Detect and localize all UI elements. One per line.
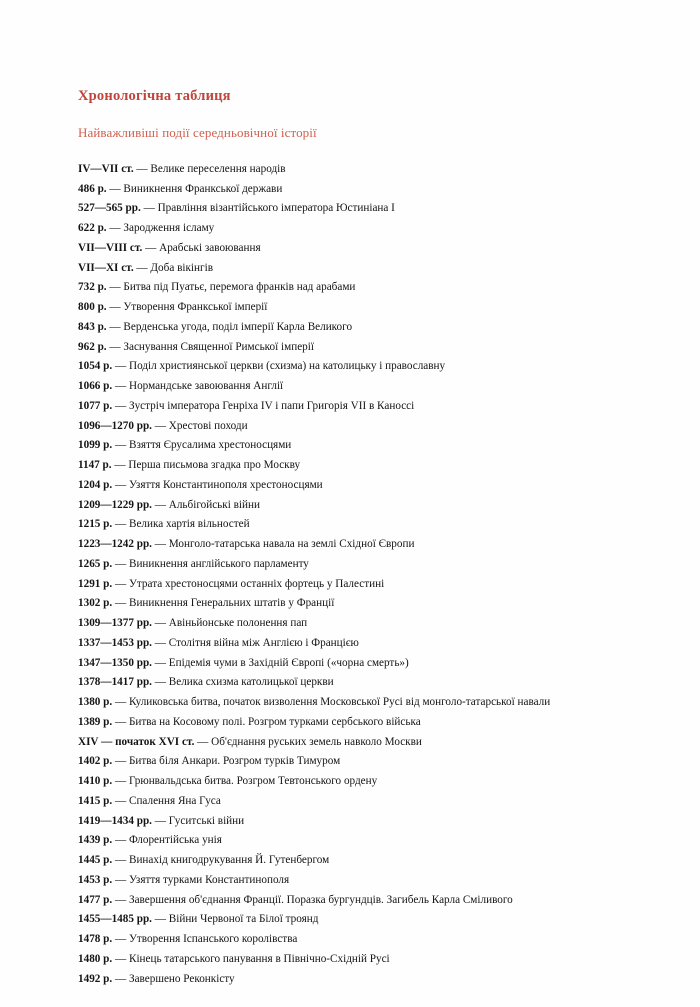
chronology-entry-text: Узяття турками Константинополя [128, 873, 290, 886]
chronology-entry-separator: — [112, 696, 129, 709]
chronology-entry [78, 934, 668, 945]
chronology-entry-text: Доба вікінгів [150, 261, 213, 274]
chronology-entry [78, 895, 668, 906]
chronology-entry-date: 1380 р. [78, 696, 113, 709]
chronology-entry-text: Епідемія чуми в Західній Європі («чорна смерть») [168, 656, 409, 669]
chronology-entry-separator: — [112, 933, 129, 946]
chronology-entry [78, 381, 668, 392]
chronology-entry [78, 816, 668, 827]
chronology-entry-date: 1054 р. [78, 360, 113, 373]
chronology-entry-separator: — [151, 617, 169, 630]
chronology-entry [78, 203, 668, 214]
chronology-entry-separator: — [151, 676, 169, 689]
chronology-entry [78, 480, 668, 491]
chronology-entry-text: Грюнвальдська битва. Розгром Тевтонського ордену [128, 775, 378, 788]
chronology-entry-text: Узяття Константинополя хрестоносцями [128, 478, 323, 491]
chronology-entry-date: 527—565 рр. [78, 202, 141, 215]
chronology-entry-date: 1099 р. [78, 439, 113, 452]
chronology-entry [78, 519, 668, 530]
chronology-entry-separator: — [112, 972, 129, 985]
chronology-entry-text: Хрестові походи [168, 419, 248, 432]
chronology-entry [78, 875, 668, 886]
chronology-entry-date: 1402 р. [78, 755, 113, 768]
chronology-entry [78, 263, 668, 274]
chronology-entry-date: 1439 р. [78, 834, 113, 847]
chronology-entry [78, 756, 668, 767]
chronology-entry-date: 622 р. [78, 222, 107, 235]
chronology-entry-separator: — [112, 518, 129, 531]
chronology-entry-text: Об'єднання руських земель навколо Москви [211, 735, 422, 748]
chronology-entry-date: 1309—1377 рр. [78, 617, 152, 630]
chronology-entry-text: Арабські завоювання [159, 241, 261, 254]
document-content [78, 88, 668, 993]
chronology-entry-date: 1302 р. [78, 597, 113, 610]
chronology-entry-date: 1337—1453 рр. [78, 636, 152, 649]
chronology-entry-text: Заснування Священної Римської імперії [123, 340, 314, 353]
chronology-entry-separator: — [106, 281, 124, 294]
chronology-entry [78, 302, 668, 313]
chronology-entry-separator: — [111, 459, 129, 472]
chronology-entry-separator: — [133, 261, 151, 274]
chronology-entry-date: 1204 р. [78, 478, 113, 491]
chronology-entry-separator: — [140, 202, 158, 215]
chronology-entry-text: Поділ християнської церкви (схизма) на католицьку і православну [128, 360, 446, 373]
chronology-entry [78, 737, 668, 748]
chronology-entry-text: Правління візантійського імператора Юстиніана I [157, 202, 395, 215]
chronology-entry [78, 539, 668, 550]
chronology-entry [78, 954, 668, 965]
chronology-entry-text: Битва під Пуатьє, перемога франків над арабами [123, 281, 356, 294]
chronology-entry-separator: — [112, 715, 129, 728]
chronology-entry-date: 1478 р. [78, 933, 113, 946]
chronology-entry-date: 962 р. [78, 340, 107, 353]
chronology-entry-text: Гуситські війни [168, 814, 245, 827]
chronology-entry [78, 460, 668, 471]
chronology-entry-date: 1209—1229 рр. [78, 498, 152, 511]
chronology-entry [78, 342, 668, 353]
chronology-entry-text: Зародження ісламу [123, 222, 215, 235]
chronology-entry-date: 732 р. [78, 281, 107, 294]
chronology-entry-text: Взяття Єрусалима хрестоносцями [128, 439, 292, 452]
chronology-entry-date: 1410 р. [78, 775, 113, 788]
chronology-entry-date: 1480 р. [78, 952, 113, 965]
chronology-entry-separator: — [151, 419, 169, 432]
chronology-entry-separator: — [106, 320, 124, 333]
chronology-entry-separator: — [194, 735, 212, 748]
chronology-entry [78, 598, 668, 609]
chronology-entry-text: Столітня війна між Англією і Францією [168, 636, 359, 649]
chronology-entry-text: Куликовська битва, початок визволення Московської Русі від монголо-татарської навали [128, 696, 551, 709]
chronology-entry [78, 677, 668, 688]
chronology-entry-separator: — [112, 893, 129, 906]
chronology-entry-date: 1077 р. [78, 399, 113, 412]
chronology-entry-separator: — [112, 577, 129, 590]
chronology-entry [78, 421, 668, 432]
chronology-entry-text: Флорентійська унія [128, 834, 222, 847]
chronology-entry-text: Битва біля Анкари. Розгром турків Тимуром [128, 755, 341, 768]
chronology-entry-date: 1096—1270 рр. [78, 419, 152, 432]
chronology-entry-date: 1455—1485 рр. [78, 913, 152, 926]
chronology-entry-separator: — [112, 775, 129, 788]
chronology-entry-date: 1291 р. [78, 577, 113, 590]
chronology-entry-separator: — [133, 162, 151, 175]
chronology-entry [78, 835, 668, 846]
chronology-entry [78, 164, 668, 175]
chronology-entry-separator: — [112, 952, 129, 965]
chronology-entry-date: 1389 р. [78, 715, 113, 728]
chronology-entry-separator: — [151, 814, 169, 827]
chronology-entry-text: Винахід книгодрукування Й. Гутенбергом [128, 854, 330, 867]
chronology-entry-date: VII—VIII ст. [78, 241, 143, 254]
chronology-entry-text: Битва на Косовому полі. Розгром турками сербського війська [128, 715, 421, 728]
chronology-entry-date: 1215 р. [78, 518, 113, 531]
chronology-entry [78, 717, 668, 728]
chronology-entry-separator: — [112, 854, 129, 867]
chronology-entry-separator: — [151, 498, 169, 511]
chronology-entry [78, 579, 668, 590]
chronology-entry-separator: — [106, 182, 124, 195]
chronology-entry-text: Велика хартія вільностей [128, 518, 250, 531]
chronology-entry [78, 855, 668, 866]
chronology-entry-text: Утворення Іспанського королівства [128, 933, 298, 946]
chronology-entry [78, 559, 668, 570]
chronology-entry-separator: — [112, 380, 129, 393]
page-title: Хронологічна таблиця [78, 88, 231, 104]
chronology-entry [78, 697, 668, 708]
chronology-entry-separator: — [106, 340, 124, 353]
chronology-entry-separator: — [112, 360, 129, 373]
chronology-entry-separator: — [112, 834, 129, 847]
chronology-entry-text: Війни Червоної та Білої троянд [168, 913, 319, 926]
chronology-entry-text: Нормандське завоювання Англії [128, 380, 284, 393]
chronology-entry-date: 1453 р. [78, 873, 113, 886]
chronology-entry [78, 500, 668, 511]
chronology-entry-date: 486 р. [78, 182, 107, 195]
chronology-entry [78, 322, 668, 333]
chronology-entry-date: 1147 р. [78, 459, 112, 472]
chronology-entry-separator: — [106, 301, 124, 314]
chronology-entry [78, 638, 668, 649]
chronology-entry-text: Верденська угода, поділ імперії Карла Великого [123, 320, 353, 333]
chronology-entry-separator: — [112, 439, 129, 452]
chronology-entry-date: 1415 р. [78, 794, 113, 807]
chronology-entry [78, 223, 668, 234]
chronology-entry-separator: — [151, 636, 169, 649]
chronology-entry-date: XIV — початок XVI ст. [78, 735, 195, 748]
chronology-entry [78, 914, 668, 925]
chronology-entry [78, 440, 668, 451]
chronology-entry-text: Виникнення англійського парламенту [128, 557, 309, 570]
chronology-entry-date: 1378—1417 рр. [78, 676, 152, 689]
chronology-entry [78, 243, 668, 254]
chronology-entry-text: Спалення Яна Гуса [128, 794, 221, 807]
chronology-entry-text: Утрата хрестоносцями останніх фортець у Палестині [128, 577, 385, 590]
chronology-entry-separator: — [112, 755, 129, 768]
chronology-entry [78, 776, 668, 787]
chronology-entry [78, 658, 668, 669]
chronology-entry-date: IV—VII ст. [78, 162, 134, 175]
chronology-entry-text: Перша письмова згадка про Москву [128, 459, 301, 472]
chronology-entry-text: Виникнення Генеральних штатів у Франції [128, 597, 335, 610]
chronology-entry-text: Велика схизма католицької церкви [168, 676, 334, 689]
chronology-list [78, 164, 668, 985]
chronology-entry-text: Утворення Франкської імперії [123, 301, 268, 314]
chronology-entry-separator: — [142, 241, 160, 254]
chronology-entry-text: Велике переселення народів [150, 162, 286, 175]
chronology-entry-separator: — [106, 222, 124, 235]
chronology-entry-text: Кінець татарського панування в Північно-Східній Русі [128, 952, 390, 965]
chronology-entry-separator: — [151, 656, 169, 669]
chronology-entry [78, 184, 668, 195]
chronology-entry-date: 1066 р. [78, 380, 113, 393]
chronology-entry-date: 1419—1434 рр. [78, 814, 152, 827]
chronology-entry-date: 1223—1242 рр. [78, 538, 152, 551]
chronology-entry-date: 1265 р. [78, 557, 113, 570]
chronology-entry-separator: — [112, 478, 129, 491]
chronology-entry-separator: — [151, 913, 169, 926]
chronology-entry-text: Виникнення Франкської держави [123, 182, 283, 195]
chronology-entry-date: 843 р. [78, 320, 107, 333]
chronology-entry-separator: — [151, 538, 169, 551]
chronology-entry [78, 282, 668, 293]
chronology-entry-date: 800 р. [78, 301, 107, 314]
chronology-entry [78, 618, 668, 629]
chronology-entry [78, 361, 668, 372]
chronology-entry-date: 1445 р. [78, 854, 113, 867]
chronology-entry-text: Завершення об'єднання Франції. Поразка бургундців. Загибель Карла Сміливого [128, 893, 513, 906]
chronology-entry-separator: — [112, 873, 129, 886]
chronology-entry-date: 1477 р. [78, 893, 113, 906]
chronology-entry-separator: — [112, 399, 129, 412]
chronology-entry-date: VII—XI ст. [78, 261, 134, 274]
chronology-entry [78, 796, 668, 807]
page-subtitle: Найважливіші події середньовічної історії [78, 125, 317, 141]
chronology-entry-text: Завершено Реконкісту [128, 972, 235, 985]
chronology-entry-separator: — [112, 557, 129, 570]
chronology-entry-date: 1347—1350 рр. [78, 656, 152, 669]
chronology-entry-text: Зустріч імператора Генріха IV і папи Григорія VII в Каноссі [128, 399, 415, 412]
chronology-entry-separator: — [112, 597, 129, 610]
chronology-entry-text: Монголо-татарська навала на землі Східної Європи [168, 538, 415, 551]
chronology-entry [78, 974, 668, 985]
chronology-entry-text: Альбігойські війни [168, 498, 260, 511]
chronology-entry [78, 401, 668, 412]
chronology-entry-text: Авіньйонське полонення пап [168, 617, 308, 630]
chronology-entry-date: 1492 р. [78, 972, 113, 985]
chronology-entry-separator: — [112, 794, 129, 807]
